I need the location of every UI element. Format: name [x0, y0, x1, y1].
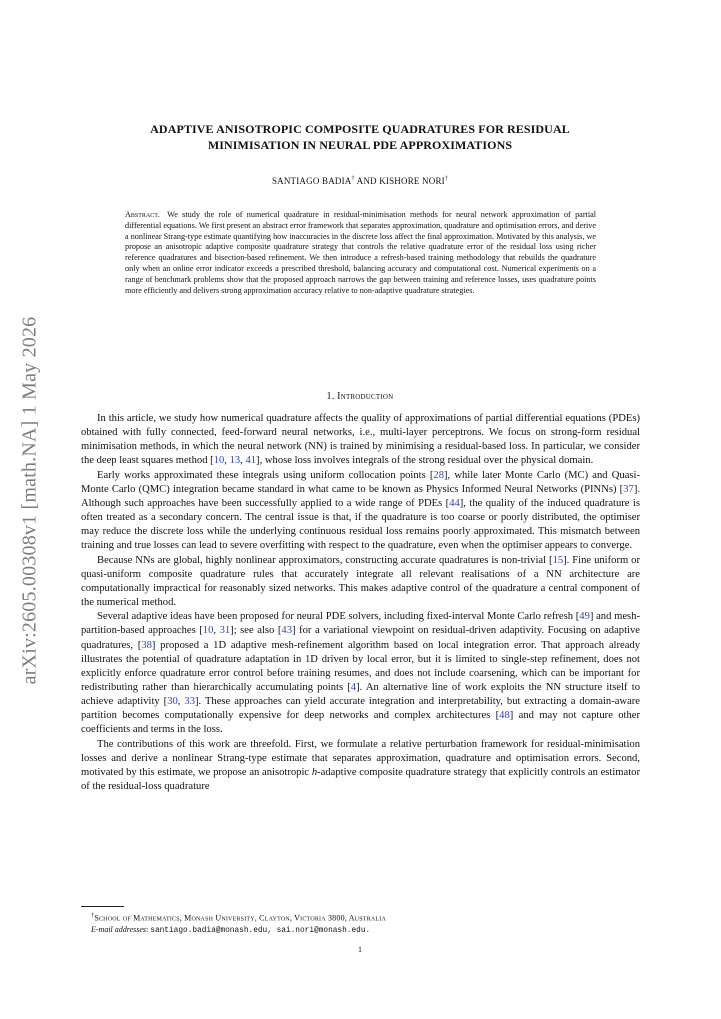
citation-link[interactable]: 31 [219, 625, 231, 637]
paragraph-text: ]. An alternative line of work exploits the NN structure itself to achieve adaptivity [ [81, 681, 640, 708]
paragraph-text: ], whose loss involves integrals of the strong residual over the physical domain. [256, 455, 594, 467]
footnote-divider [81, 906, 124, 907]
paragraph-text: ]. Fine uniform or quasi-uniform composite quadrature rules that accurately integrate all relevant realisations of a NN architecture are computationally impractical for reasonably sized networks. This makes adaptive control of the quadrature a central component of the numerical method. [81, 554, 640, 609]
citation-link[interactable]: 37 [623, 483, 634, 495]
arxiv-identifier-stamp [2, 290, 58, 710]
author-affiliation-mark: † [444, 176, 449, 182]
paragraph-2 [81, 469, 640, 554]
citation-link[interactable]: 41 [245, 455, 257, 467]
citation-link[interactable]: 28 [433, 469, 445, 481]
email-separator: : [146, 924, 151, 934]
citation-separator: , [240, 455, 246, 467]
section-number: 1. [326, 391, 335, 402]
author-affiliation-mark: † [351, 176, 355, 182]
section-heading-introduction [80, 391, 640, 402]
citation-separator: , [213, 625, 220, 637]
paragraph-text: ]; see also [ [230, 625, 282, 637]
paragraph-1 [81, 412, 640, 469]
citation-link[interactable]: 30 [167, 696, 178, 708]
paragraph-text: ] proposed a 1D adaptive mesh-refinement algorithm based on local integration error. That approach already illustrates the potential of quadrature adaptation in 1D driven by local error, but it is limited to single-step refinement, does not explicitly enforce quadrature error control before training resumes, and does not include coarsening, which can be important for redistributing rather than hierarchically accumulating points [ [81, 639, 640, 693]
paragraph-text: ], the quality of the induced quadrature is often treated as a secondary concern. The central issue is that, if the quadrature is too coarse or poorly distributed, the optimiser may reduce the discrete loss while the underlying continuous residual loss remains poorly approximated. This mismatch between training and true losses can lead to severe overfitting with respect to the quadrature, even when the optimiser appears to converge. [81, 497, 640, 552]
citation-separator: , [224, 455, 230, 467]
paragraph-4 [81, 610, 640, 737]
footnote-email-line [91, 924, 640, 937]
citation-link[interactable]: 48 [499, 710, 510, 722]
citation-link[interactable]: 13 [229, 455, 241, 467]
citation-link[interactable]: 10 [213, 455, 225, 467]
paragraph-text: The contributions of this work are threefold. First, we formulate a relative perturbation framework for residual-minimisation losses and derive a nonlinear Strang-type estimate that separates approximation, quadrature and optimisation errors. Second, motivated by this estimate, we propose an anisotropic [81, 738, 640, 778]
abstract-label: Abstract. [125, 210, 160, 219]
paragraph-5 [81, 738, 640, 795]
page-number: 1 [358, 945, 362, 954]
arxiv-identifier-text: arXiv:2605.00308v1 [math.NA] 1 May 2026 [18, 316, 41, 684]
paragraph-text: In this article, we study how numerical quadrature affects the quality of approximations of partial differential equations (PDEs) obtained with fully connected, feed-forward neural networks, i.e., multi-layer perceptrons. We focus on strong-form residual minimisation methods, in which the neural network (NN) is trained by minimising a residual-based loss. In particular, we consider the deep least squares method [ [81, 413, 640, 467]
paper-title-line-2: MINIMISATION IN NEURAL PDE APPROXIMATIONS [207, 138, 513, 152]
citation-link[interactable]: 4 [350, 681, 357, 693]
author-joiner-and-nori: AND KISHORE NORI [354, 176, 445, 186]
footnote-affiliation: School of Mathematics, Monash University, Clayton, Victoria 3800, Australia [94, 913, 386, 923]
paragraph-text: Early works approximated these integrals using uniform collocation points [ [97, 469, 434, 481]
paragraph-text: ] and may not capture other coefficients and terms in the loss. [81, 710, 641, 736]
paragraph-text: ]. Although such approaches have been successfully applied to a wide range of PDEs [ [81, 483, 640, 509]
citation-separator: , [177, 696, 185, 708]
body-text [81, 412, 640, 794]
paragraph-text: ] for a variational viewpoint on residual-driven adaptivity. Focusing on adaptive quadratures, [ [81, 625, 640, 651]
math-symbol-h: h [311, 766, 318, 778]
paragraph-3 [81, 554, 640, 611]
abstract [125, 210, 596, 296]
citation-link[interactable]: 15 [552, 554, 564, 566]
paper-title [100, 121, 620, 153]
citation-link[interactable]: 49 [579, 611, 590, 623]
paragraph-text: ]. These approaches can yield accurate integration and interpretability, but extracting a domain-aware partition becomes computationally expensive for deep networks and complex architectures [ [81, 696, 640, 722]
citation-link[interactable]: 38 [141, 639, 152, 651]
footnote-affiliation-line [91, 910, 640, 924]
paragraph-text: -adaptive composite quadrature strategy that explicitly controls an estimator of the residual-loss quadrature [81, 766, 640, 793]
section-title: Introduction [337, 391, 394, 402]
citation-link[interactable]: 43 [281, 625, 292, 637]
footnote-mark: † [91, 912, 95, 919]
author-line [100, 176, 620, 186]
footnote [81, 910, 640, 937]
paper-title-line-1: ADAPTIVE ANISOTROPIC COMPOSITE QUADRATURES FOR RESIDUAL [150, 122, 570, 136]
paragraph-text: Several adaptive ideas have been proposed for neural PDE solvers, including fixed-interval Monte Carlo refresh [ [97, 611, 580, 623]
citation-link[interactable]: 33 [184, 696, 195, 708]
paragraph-text: ] and mesh-partition-based approaches [ [81, 611, 641, 637]
email-label: E-mail addresses [91, 924, 147, 934]
citation-link[interactable]: 44 [449, 497, 460, 509]
paragraph-text: ], while later Monte Carlo (MC) and Quasi-Monte Carlo (QMC) integration became standard in what came to be known as Physics Informed Neural Networks (PINNs) [ [81, 469, 640, 495]
citation-link[interactable]: 10 [202, 625, 214, 637]
email-addresses[interactable]: santiago.badia@monash.edu, sai.nori@monash.edu. [150, 926, 371, 935]
paragraph-text: Because NNs are global, highly nonlinear approximators, constructing accurate quadratures is non-trivial [ [97, 554, 553, 566]
author-badia: SANTIAGO BADIA [271, 176, 352, 186]
abstract-text: We study the role of numerical quadrature in residual-minimisation methods for neural network approximation of partial differential equations. We first present an abstract error framework that separates approximation, quadrature and optimisation errors, and derive a nonlinear Strang-type estimate quantifying how inaccuracies in the discrete loss affect the final approximation. Motivated by this analysis, we propose an anisotropic adaptive composite quadrature strategy that controls the relative quadrature error of the residual loss using richer reference quadratures and bisection-based refinement. We then introduce a refresh-based training methodology that rebuilds the quadrature only when an online error indicator exceeds a prescribed threshold, balancing accuracy and computational cost. Numerical experiments on a range of benchmark problems show that the proposed approach narrows the gap between training and reference losses, uses quadrature points more efficiently and delivers strong approximation accuracy relative to non-adaptive quadrature strategies. [125, 210, 596, 295]
